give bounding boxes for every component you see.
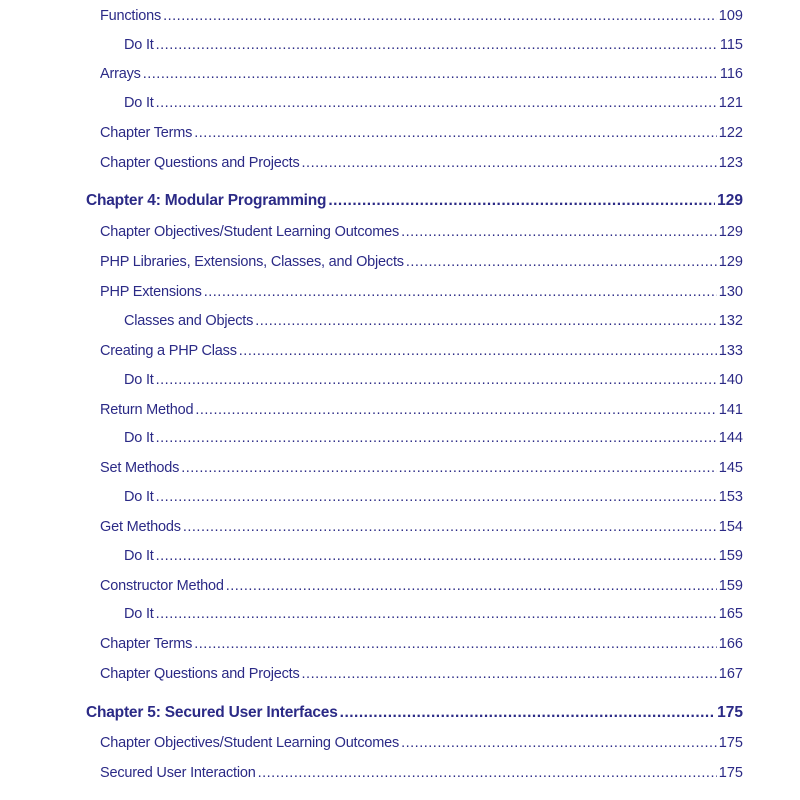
toc-entry-title: Secured User Interaction (100, 765, 256, 781)
toc-chapter-title: Chapter 4: Modular Programming (86, 192, 327, 209)
toc-entry[interactable] (100, 66, 743, 82)
toc-dot-leader (156, 372, 717, 388)
toc-entry[interactable] (100, 125, 743, 141)
toc-dot-leader (340, 704, 715, 722)
toc-page-number: 175 (718, 735, 743, 751)
toc-entry[interactable] (124, 548, 743, 564)
toc-page-number: 115 (719, 37, 743, 53)
toc-page-number: 123 (718, 155, 743, 171)
toc-page-number: 109 (718, 8, 743, 24)
toc-page-number: 145 (718, 460, 743, 476)
toc-dot-leader (328, 192, 715, 210)
toc-entry[interactable] (124, 313, 743, 329)
toc-entry-title: Do It (124, 37, 154, 53)
toc-entry[interactable] (100, 284, 743, 300)
toc-dot-leader (255, 313, 717, 329)
toc-page-number: 141 (718, 402, 743, 418)
toc-dot-leader (401, 735, 717, 751)
toc-entry[interactable] (100, 402, 743, 418)
toc-entry-title: Chapter Terms (100, 125, 193, 141)
toc-entry[interactable] (100, 460, 743, 476)
toc-page-number: 133 (718, 343, 743, 359)
toc-entry[interactable] (100, 765, 743, 781)
toc-dot-leader (163, 8, 717, 24)
toc-dot-leader (239, 343, 717, 359)
toc-entry-title: Arrays (100, 66, 141, 82)
toc-entry[interactable] (100, 155, 743, 171)
toc-entry[interactable] (124, 37, 743, 53)
toc-entry-title: Chapter Questions and Projects (100, 666, 300, 682)
toc-dot-leader (204, 284, 717, 300)
toc-dot-leader (156, 489, 717, 505)
toc-dot-leader (181, 460, 717, 476)
toc-dot-leader (258, 765, 717, 781)
toc-dot-leader (156, 606, 717, 622)
toc-dot-leader (406, 254, 717, 270)
toc-entry[interactable] (100, 254, 743, 270)
toc-entry-title: Return Method (100, 402, 194, 418)
toc-page-number: 144 (718, 430, 743, 446)
toc-entry-title: Chapter Terms (100, 636, 193, 652)
toc-dot-leader (183, 519, 717, 535)
toc-entry[interactable] (124, 606, 743, 622)
toc-dot-leader (194, 125, 717, 141)
toc-entry-title: Constructor Method (100, 578, 224, 594)
toc-dot-leader (156, 430, 717, 446)
toc-page-number: 175 (718, 765, 743, 781)
toc-entry[interactable] (100, 578, 743, 594)
toc-entry-title: Do It (124, 95, 154, 111)
toc-page-number: 154 (718, 519, 743, 535)
toc-page-number: 166 (718, 636, 743, 652)
toc-page-number: 159 (718, 548, 743, 564)
toc-page-number: 130 (718, 284, 743, 300)
toc-entry-title: Do It (124, 606, 154, 622)
toc-chapter-heading[interactable] (86, 192, 743, 210)
toc-entry[interactable] (100, 735, 743, 751)
toc-page-number: 129 (718, 254, 743, 270)
toc-page-number: 116 (719, 66, 743, 82)
toc-page-number: 159 (718, 578, 743, 594)
toc-dot-leader (226, 578, 717, 594)
toc-entry[interactable] (100, 666, 743, 682)
toc-entry-title: PHP Extensions (100, 284, 202, 300)
toc-entry[interactable] (100, 343, 743, 359)
toc-entry-title: Set Methods (100, 460, 180, 476)
toc-entry[interactable] (124, 95, 743, 111)
toc-entry-title: Chapter Objectives/Student Learning Outcomes (100, 735, 400, 751)
toc-dot-leader (401, 224, 717, 240)
toc-entry-title: PHP Libraries, Extensions, Classes, and Objects (100, 254, 404, 270)
toc-entry-title: Do It (124, 548, 154, 564)
toc-entry[interactable] (100, 8, 743, 24)
toc-entry[interactable] (124, 430, 743, 446)
toc-entry-title: Chapter Objectives/Student Learning Outcomes (100, 224, 400, 240)
toc-entry-title: Creating a PHP Class (100, 343, 237, 359)
toc-entry[interactable] (124, 489, 743, 505)
toc-page-number: 129 (718, 224, 743, 240)
toc-page-number: 167 (718, 666, 743, 682)
toc-page-number: 121 (718, 95, 743, 111)
toc-dot-leader (156, 548, 717, 564)
toc-entry-title: Do It (124, 430, 154, 446)
toc-chapter-title: Chapter 5: Secured User Interfaces (86, 704, 338, 721)
toc-entry[interactable] (100, 519, 743, 535)
toc-page-number: 129 (717, 192, 743, 209)
toc-entry-title: Do It (124, 489, 154, 505)
toc-dot-leader (302, 666, 717, 682)
toc-page-number: 175 (717, 704, 743, 721)
toc-page-number: 153 (718, 489, 743, 505)
toc-chapter-heading[interactable] (86, 704, 743, 722)
toc-dot-leader (302, 155, 717, 171)
toc-dot-leader (156, 37, 718, 53)
toc-entry-title: Do It (124, 372, 154, 388)
toc-page-number: 140 (718, 372, 743, 388)
toc-entry-title: Classes and Objects (124, 313, 254, 329)
toc-entry-title: Get Methods (100, 519, 181, 535)
toc-dot-leader (143, 66, 718, 82)
toc-page-number: 165 (718, 606, 743, 622)
toc-dot-leader (156, 95, 717, 111)
toc-entry-title: Functions (100, 8, 162, 24)
toc-page-number: 132 (718, 313, 743, 329)
toc-dot-leader (195, 402, 716, 418)
toc-entry[interactable] (124, 372, 743, 388)
toc-entry[interactable] (100, 224, 743, 240)
toc-entry-title: Chapter Questions and Projects (100, 155, 300, 171)
toc-entry[interactable] (100, 636, 743, 652)
toc-dot-leader (194, 636, 717, 652)
toc-page-number: 122 (718, 125, 743, 141)
